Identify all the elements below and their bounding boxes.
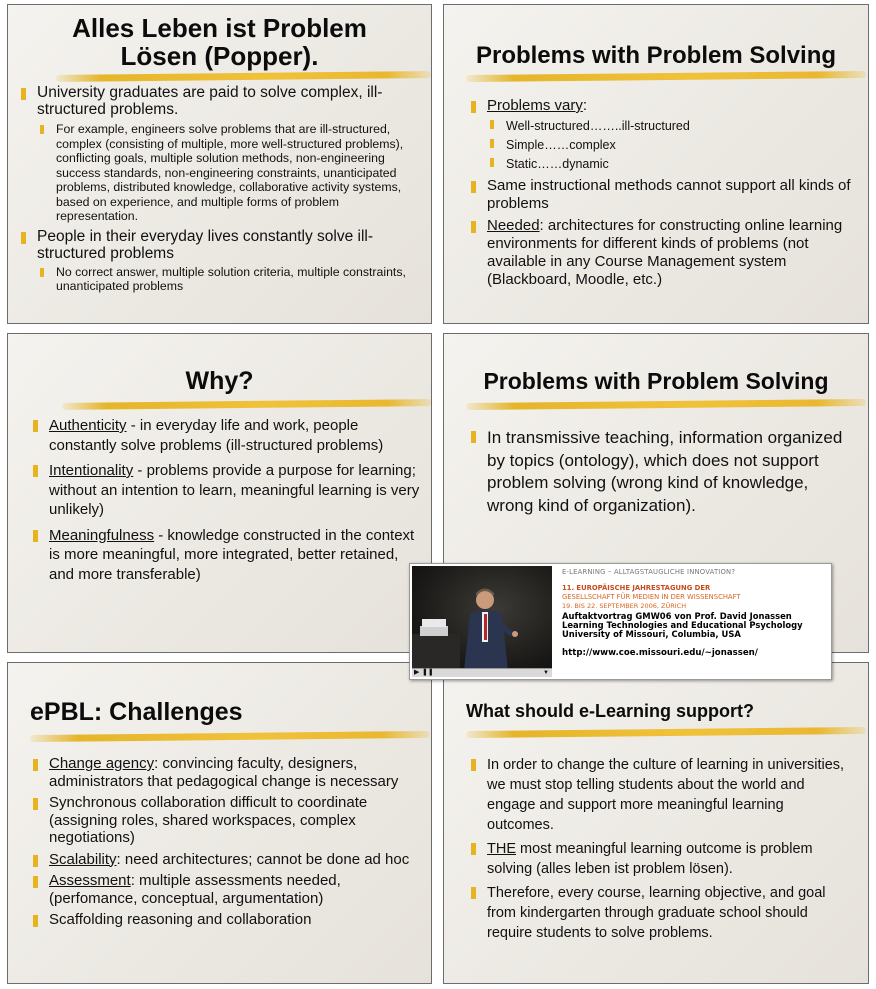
title-underline (466, 399, 866, 410)
title-underline (466, 71, 866, 82)
slide-title: ePBL: Challenges (30, 698, 243, 726)
bullet-item: THE most meaningful learning outcome is problem solving (alles leben ist problem lösen). (468, 839, 853, 879)
slide-popper (7, 4, 432, 324)
sub-bullet-item: Well-structured……..ill-structured (487, 117, 863, 135)
bullet-item: Same instructional methods cannot support all kinds of problems (468, 177, 863, 213)
sub-bullet-item: For example, engineers solve problems that are ill-structured, complex (consisting of multiple, more well-structured problems), conflicting goals, multiple solution methods, non-engineering success standards, non-engineering constraints, unanticipated problems, distributed knowledge, collaborative activity systems, based on experience, and multiple forms of problem representation. (37, 122, 423, 224)
bullet-list (30, 755, 425, 933)
slide-why (7, 333, 432, 653)
title-underline (30, 731, 430, 742)
bullet-item: Scaffolding reasoning and collaboration (30, 911, 425, 929)
slide-what-should-elearning-support (443, 662, 869, 984)
bullet-item: Meaningfulness - knowledge constructed in the context is more meaningful, more integrated, better retained, and more transferable) (30, 526, 425, 585)
title-underline (56, 71, 431, 82)
bullet-item: Intentionality - problems provide a purpose for learning; without an intention to learn, meaningful learning is very unlikely) (30, 461, 425, 520)
play-icon[interactable]: ▶ (414, 669, 420, 676)
slide-epbl-challenges (7, 662, 432, 984)
bullet-item: Authenticity - in everyday life and work, people constantly solve problems (ill-structured problems) (30, 416, 425, 455)
bullet-item: Change agency: convincing faculty, designers, administrators that pedagogical change is necessary (30, 755, 425, 790)
bullet-item: University graduates are paid to solve complex, ill-structured problems. For example, engineers solve problems that are ill-structured, complex (consisting of multiple, more well-structured problems), conflicting goals, multiple solution methods, non-engineering success standards, non-engineering constraints, unanticipated problems, distributed knowledge, collaborative activity systems, based on experience, and multiple forms of problem representation. (18, 84, 423, 224)
bullet-item: Scalability: need architectures; cannot be done ad hoc (30, 851, 425, 869)
sub-bullet-item: Static……dynamic (487, 155, 863, 173)
video-info: E-LEARNING – ALLTAGSTAUGLICHE INNOVATION? 11. EUROPÄISCHE JAHRESTAGUNG DER GESELLSCHAFT FÜR MEDIEN IN DER WISSENSCHAFT 19. BIS 22. SEPTEMBER 2006, ZÜRICH Auftaktvortrag GMW06 von Prof. David Jonassen Learning Technologies and Educational Psychology University of Missouri, Columbia, USA http://www.coe.missouri.edu/~jonassen/ (562, 568, 827, 658)
bullet-item: In order to change the culture of learning in universities, we must stop telling students about the world and engage and support more meaningful learning outcomes. (468, 755, 853, 835)
bullet-item: Assessment: multiple assessments needed, (perfomance, conceptual, argumentation) (30, 872, 425, 907)
slide-problems-with-problem-solving-1 (443, 4, 869, 324)
bullet-list (18, 84, 423, 298)
slide-title: Why? (185, 367, 254, 395)
bullet-list (468, 97, 863, 293)
slide-title: Problems with Problem Solving (483, 368, 829, 394)
bullet-list (30, 416, 425, 588)
sub-bullet-item: Simple……complex (487, 136, 863, 154)
bullet-item: In transmissive teaching, information organized by topics (ontology), which does not support problem solving (wrong kind of knowledge, wrong kind of organization). (468, 427, 853, 517)
bullet-item: Problems vary: Well-structured……..ill-structured Simple……complex Static……dynamic (468, 97, 863, 173)
video-frame[interactable] (412, 566, 552, 671)
bullet-item: People in their everyday lives constantly solve ill-structured problems No correct answer, multiple solution criteria, multiple constraints, unanticipated problems (18, 228, 423, 294)
bullet-list (468, 755, 853, 947)
bullet-item: Needed: architectures for constructing online learning environments for different kinds of problems (not available in any Course Management system (Blackboard, Moodle, etc.) (468, 217, 863, 289)
sub-bullet-item: No correct answer, multiple solution criteria, multiple constraints, unanticipated problems (37, 265, 423, 294)
slide-title: Alles Leben ist Problem Lösen (Popper). (72, 13, 367, 72)
video-controls[interactable] (412, 668, 552, 677)
speaker-figure (412, 566, 552, 671)
pause-icon[interactable]: ❚❚ (422, 669, 434, 676)
video-player[interactable] (409, 563, 832, 680)
slide-title: What should e-Learning support? (466, 701, 754, 721)
title-underline (62, 399, 432, 410)
slide-title: Problems with Problem Solving (475, 42, 837, 69)
volume-icon[interactable]: ▼ (543, 670, 549, 676)
bullet-item: Synchronous collaboration difficult to coordinate (assigning roles, shared workspaces, complex negotiations) (30, 794, 425, 847)
bullet-list (468, 427, 853, 521)
bullet-item: Therefore, every course, learning objective, and goal from kindergarten through graduate school should require students to solve problems. (468, 883, 853, 943)
title-underline (466, 727, 866, 738)
speaker-url[interactable]: http://www.coe.missouri.edu/~jonassen/ (562, 648, 758, 658)
